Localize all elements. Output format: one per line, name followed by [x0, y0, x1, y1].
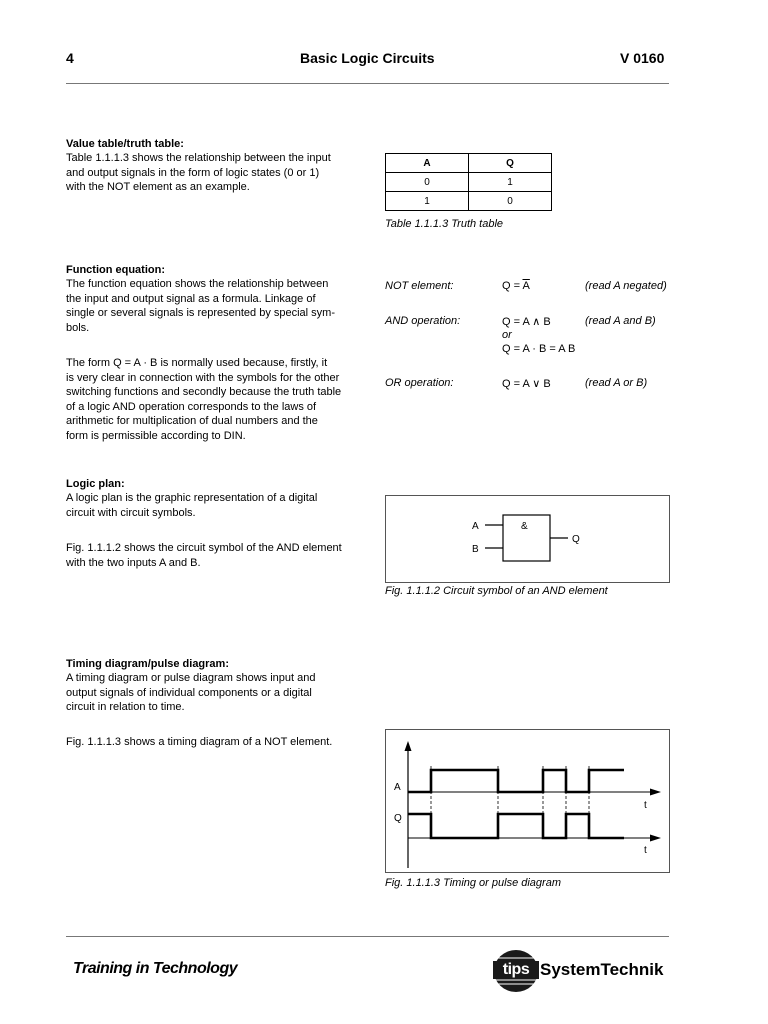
text-line: circuit in relation to time.	[66, 701, 185, 713]
signal-a-trace	[408, 770, 624, 792]
and-equation: Q = A ∧ B	[502, 316, 551, 328]
logic-plan-paragraph-1	[66, 491, 352, 520]
and-gate-diagram	[386, 496, 669, 582]
text-line: of a logic AND operation corresponds to the laws of	[66, 400, 317, 413]
signal-q-label: Q	[394, 813, 402, 824]
text-line: output signals of individual components or a digital	[66, 686, 312, 699]
time-label-a: t	[644, 800, 647, 811]
and-equation-alt: Q = A · B = A B	[502, 343, 576, 355]
time-label-q: t	[644, 845, 647, 856]
text-line: arithmetic for multiplication of dual numbers and the	[66, 415, 318, 427]
table-header-cell: A	[386, 154, 469, 173]
text-line: A timing diagram or pulse diagram shows input and	[66, 672, 316, 684]
timing-diagram-caption: Fig. 1.1.1.3 Timing or pulse diagram	[385, 877, 561, 889]
truth-table-caption: Table 1.1.1.3 Truth table	[385, 218, 504, 230]
header-rule	[66, 83, 669, 84]
and-equation-note: (read A and B)	[585, 315, 656, 327]
timing-heading: Timing diagram/pulse diagram:	[66, 658, 229, 670]
text-line: bols.	[66, 321, 90, 334]
timing-diagram-figure	[385, 729, 670, 873]
input-a-label: A	[472, 521, 479, 532]
and-equation-label: AND operation:	[385, 315, 461, 327]
table-header-row	[386, 154, 552, 173]
text-line: with the two inputs A and B.	[66, 556, 201, 569]
time-axis-q-arrow	[650, 835, 661, 842]
table-cell: 0	[386, 173, 469, 192]
output-q-label: Q	[572, 534, 580, 545]
table-cell: 1	[469, 173, 552, 192]
text-line: and output signals in the form of logic states (0 or 1)	[66, 166, 320, 179]
page-number: 4	[66, 50, 74, 66]
document-code: V 0160	[620, 50, 665, 66]
table-row	[386, 192, 552, 211]
timing-paragraph-2	[66, 735, 352, 750]
or-equation-note: (read A or B)	[585, 377, 648, 389]
and-equation-or: or	[502, 329, 512, 341]
page-title: Basic Logic Circuits	[300, 50, 435, 66]
table-row	[386, 173, 552, 192]
function-equation-paragraph-1	[66, 277, 352, 335]
text-line: Fig. 1.1.1.3 shows a timing diagram of a NOT element.	[66, 736, 333, 748]
tips-logo-text: tips	[493, 961, 539, 979]
text-line: with the NOT element as an example.	[66, 181, 250, 193]
timing-diagram	[386, 730, 669, 872]
table-cell: 0	[469, 192, 552, 211]
table-header-cell: Q	[469, 154, 552, 173]
footer-rule	[66, 936, 669, 937]
text-line: form is permissible according to DIN.	[66, 429, 246, 442]
logic-plan-paragraph-2	[66, 541, 352, 570]
footer-systemtechnik-text: SystemTechnik	[540, 960, 664, 979]
text-line: single or several signals is represented by special sym-	[66, 307, 336, 319]
negated-a: $\overline{A}$	[522, 280, 530, 292]
and-symbol-caption: Fig. 1.1.1.2 Circuit symbol of an AND element	[385, 585, 608, 597]
gate-ampersand-label: &	[521, 521, 528, 532]
signal-q-trace	[408, 814, 624, 838]
tips-logo	[493, 949, 539, 993]
not-equation	[502, 280, 530, 292]
text-line: circuit with circuit symbols.	[66, 506, 196, 519]
and-symbol-figure	[385, 495, 670, 583]
text-line: switching functions and secondly because the truth table	[66, 386, 342, 398]
function-equation-heading: Function equation:	[66, 264, 165, 276]
text-line: Table 1.1.1.3 shows the relationship between the input	[66, 152, 331, 164]
truth-table-heading: Value table/truth table:	[66, 138, 184, 150]
input-b-label: B	[472, 544, 479, 555]
or-equation: Q = A ∨ B	[502, 378, 551, 390]
text-line: is very clear in connection with the symbols for the other	[66, 371, 340, 384]
timing-paragraph-1	[66, 671, 352, 715]
text-line: The form Q = A · B is normally used because, firstly, it	[66, 357, 328, 369]
time-axis-a-arrow	[650, 789, 661, 796]
text-line: the input and output signal as a formula. Linkage of	[66, 292, 316, 305]
signal-a-label: A	[394, 782, 401, 793]
text-line: Fig. 1.1.1.2 shows the circuit symbol of the AND element	[66, 542, 342, 554]
truth-table	[385, 153, 552, 211]
footer-training-text: Training in Technology	[73, 960, 238, 977]
function-equation-paragraph-2	[66, 356, 352, 443]
not-equation-note: (read A negated)	[585, 280, 667, 292]
truth-table-paragraph	[66, 151, 352, 195]
text-line: The function equation shows the relationship between	[66, 278, 329, 290]
logic-plan-heading: Logic plan:	[66, 478, 125, 490]
not-equation-label: NOT element:	[385, 280, 454, 292]
or-equation-label: OR operation:	[385, 377, 454, 389]
text-line: A logic plan is the graphic representation of a digital	[66, 492, 318, 504]
table-cell: 1	[386, 192, 469, 211]
equation-text: Q =	[502, 280, 523, 292]
y-axis-arrow	[405, 741, 412, 751]
